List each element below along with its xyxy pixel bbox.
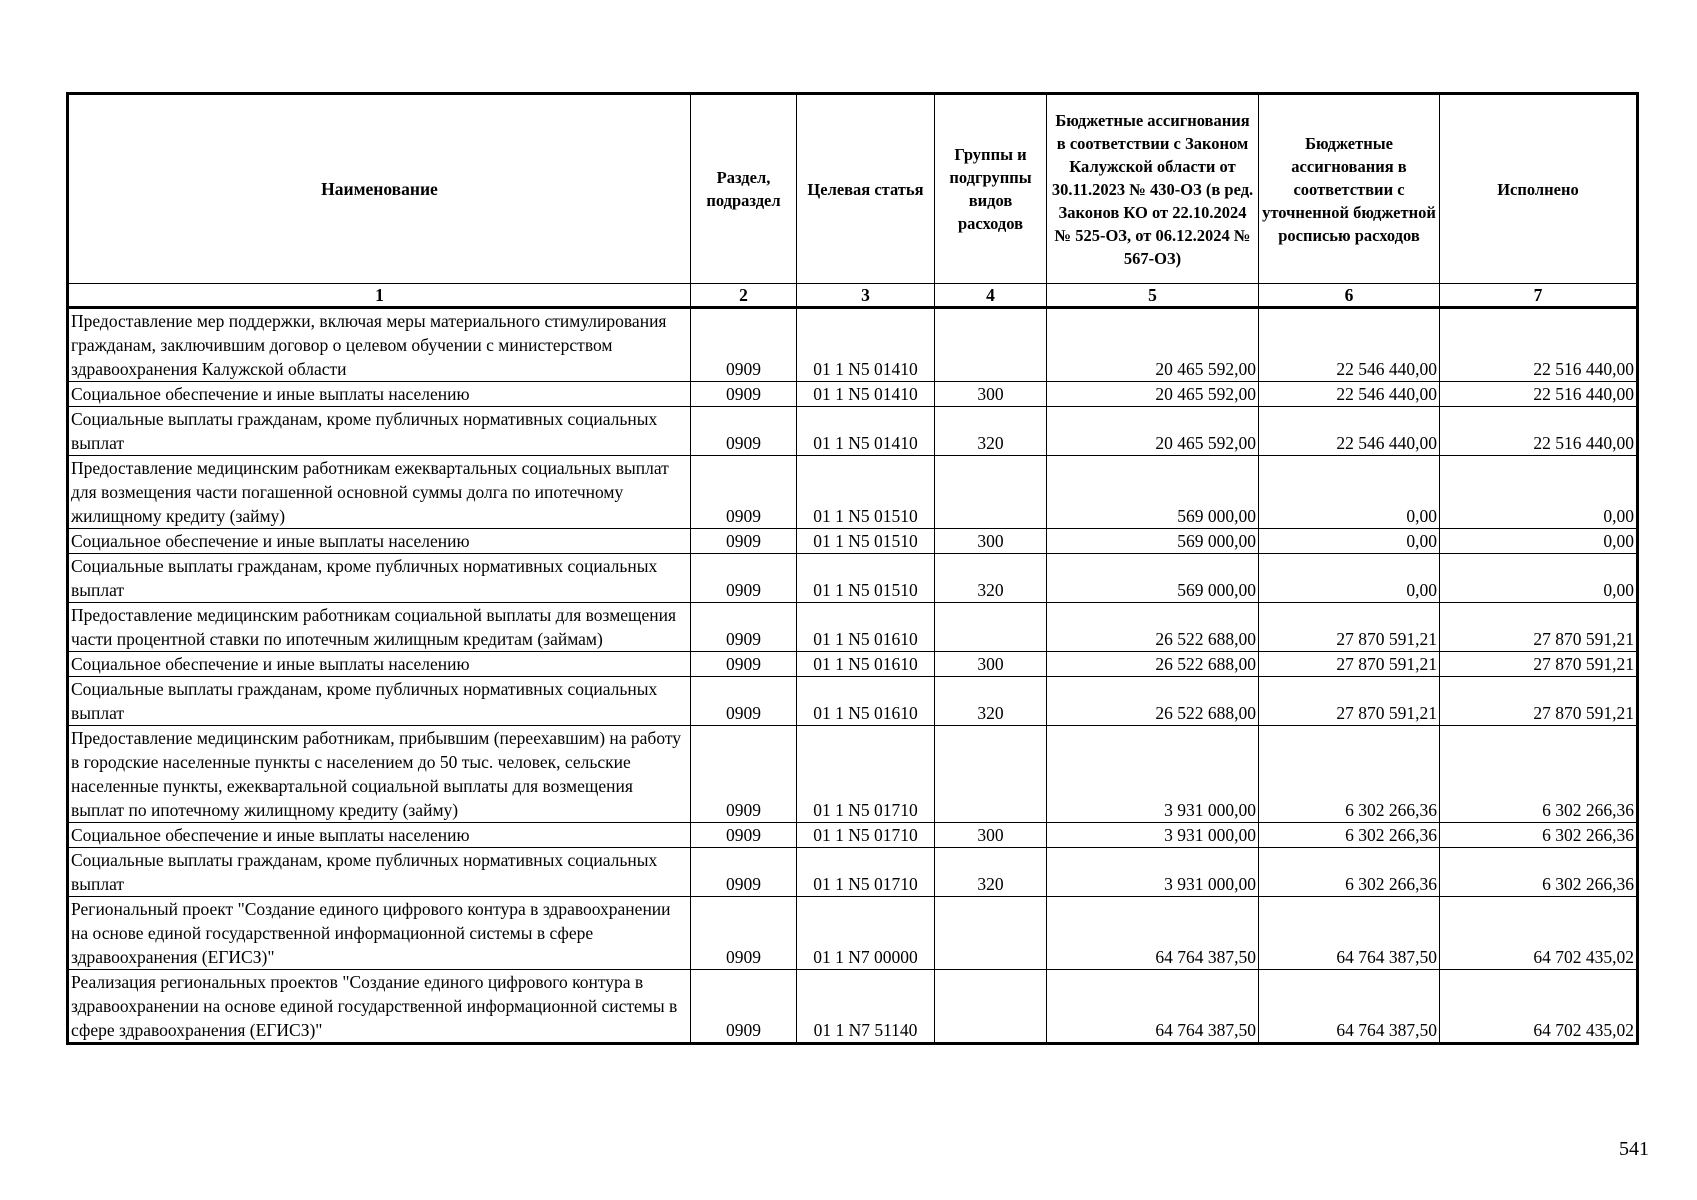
- header-name: Наименование: [68, 94, 691, 284]
- row-section: 0909: [691, 407, 797, 456]
- row-schedule-amount: 27 870 591,21: [1259, 603, 1440, 652]
- row-name: Социальные выплаты гражданам, кроме публичных нормативных социальных выплат: [68, 554, 691, 603]
- row-name: Социальное обеспечение и иные выплаты населению: [68, 652, 691, 677]
- row-expense-group: [935, 456, 1047, 529]
- row-target-article: 01 1 N7 00000: [797, 897, 935, 970]
- row-executed-amount: 64 702 435,02: [1440, 897, 1638, 970]
- row-executed-amount: 0,00: [1440, 554, 1638, 603]
- row-law-amount: 26 522 688,00: [1047, 652, 1259, 677]
- column-number: 5: [1047, 284, 1259, 308]
- row-expense-group: [935, 603, 1047, 652]
- row-section: 0909: [691, 848, 797, 897]
- row-name: Предоставление медицинским работникам ежеквартальных социальных выплат для возмещения части погашенной основной суммы долга по ипотечному жилищному кредиту (займу): [68, 456, 691, 529]
- table-row: [68, 652, 1638, 677]
- budget-table: [66, 92, 1639, 1045]
- table-row: [68, 407, 1638, 456]
- table-row: [68, 529, 1638, 554]
- row-name: Предоставление мер поддержки, включая меры материального стимулирования гражданам, заключившим договор о целевом обучении с министерством здравоохранения Калужской области: [68, 308, 691, 382]
- row-expense-group: 320: [935, 407, 1047, 456]
- row-name: Предоставление медицинским работникам социальной выплаты для возмещения части процентной ставки по ипотечным жилищным кредитам (займам): [68, 603, 691, 652]
- row-name: Региональный проект "Создание единого цифрового контура в здравоохранении на основе единой государственной информационной системы в сфере здравоохранения (ЕГИСЗ)": [68, 897, 691, 970]
- column-number: 6: [1259, 284, 1440, 308]
- row-schedule-amount: 22 546 440,00: [1259, 382, 1440, 407]
- page-number: 541: [1619, 1138, 1649, 1160]
- row-expense-group: 300: [935, 382, 1047, 407]
- row-executed-amount: 0,00: [1440, 529, 1638, 554]
- row-section: 0909: [691, 726, 797, 823]
- column-number: 4: [935, 284, 1047, 308]
- row-law-amount: 26 522 688,00: [1047, 677, 1259, 726]
- header-section: Раздел, подраздел: [691, 94, 797, 284]
- row-name: Социальные выплаты гражданам, кроме публичных нормативных социальных выплат: [68, 407, 691, 456]
- row-target-article: 01 1 N5 01710: [797, 823, 935, 848]
- row-executed-amount: 64 702 435,02: [1440, 970, 1638, 1044]
- row-name: Социальные выплаты гражданам, кроме публичных нормативных социальных выплат: [68, 848, 691, 897]
- row-executed-amount: 22 516 440,00: [1440, 382, 1638, 407]
- row-schedule-amount: 0,00: [1259, 554, 1440, 603]
- row-name: Социальное обеспечение и иные выплаты населению: [68, 529, 691, 554]
- row-executed-amount: 6 302 266,36: [1440, 848, 1638, 897]
- table-row: [68, 554, 1638, 603]
- row-target-article: 01 1 N5 01410: [797, 308, 935, 382]
- row-target-article: 01 1 N5 01410: [797, 407, 935, 456]
- row-section: 0909: [691, 897, 797, 970]
- row-section: 0909: [691, 308, 797, 382]
- table-row: [68, 456, 1638, 529]
- row-target-article: 01 1 N5 01710: [797, 726, 935, 823]
- row-expense-group: [935, 970, 1047, 1044]
- row-law-amount: 569 000,00: [1047, 529, 1259, 554]
- row-section: 0909: [691, 970, 797, 1044]
- column-number: 1: [68, 284, 691, 308]
- row-law-amount: 3 931 000,00: [1047, 726, 1259, 823]
- row-executed-amount: 27 870 591,21: [1440, 652, 1638, 677]
- row-name: Социальное обеспечение и иные выплаты населению: [68, 382, 691, 407]
- row-schedule-amount: 22 546 440,00: [1259, 308, 1440, 382]
- table-row: [68, 603, 1638, 652]
- table-row: [68, 308, 1638, 382]
- row-section: 0909: [691, 603, 797, 652]
- row-executed-amount: 0,00: [1440, 456, 1638, 529]
- row-law-amount: 64 764 387,50: [1047, 970, 1259, 1044]
- row-target-article: 01 1 N5 01410: [797, 382, 935, 407]
- row-expense-group: 300: [935, 529, 1047, 554]
- row-executed-amount: 22 516 440,00: [1440, 407, 1638, 456]
- row-executed-amount: 27 870 591,21: [1440, 677, 1638, 726]
- row-target-article: 01 1 N5 01610: [797, 677, 935, 726]
- row-target-article: 01 1 N5 01610: [797, 603, 935, 652]
- row-schedule-amount: 0,00: [1259, 529, 1440, 554]
- row-executed-amount: 6 302 266,36: [1440, 823, 1638, 848]
- row-expense-group: 320: [935, 554, 1047, 603]
- row-target-article: 01 1 N5 01510: [797, 456, 935, 529]
- row-expense-group: 320: [935, 848, 1047, 897]
- row-schedule-amount: 0,00: [1259, 456, 1440, 529]
- row-target-article: 01 1 N5 01610: [797, 652, 935, 677]
- row-section: 0909: [691, 652, 797, 677]
- row-name: Предоставление медицинским работникам, прибывшим (переехавшим) на работу в городские населенные пункты с населением до 50 тыс. человек, сельские населенные пункты, ежеквартальной социальной выплаты для возмещения выплат по ипотечному жилищному кредиту (займу): [68, 726, 691, 823]
- row-name: Социальные выплаты гражданам, кроме публичных нормативных социальных выплат: [68, 677, 691, 726]
- row-executed-amount: 22 516 440,00: [1440, 308, 1638, 382]
- table-row: [68, 382, 1638, 407]
- row-law-amount: 569 000,00: [1047, 456, 1259, 529]
- row-schedule-amount: 6 302 266,36: [1259, 823, 1440, 848]
- table-row: [68, 726, 1638, 823]
- row-section: 0909: [691, 554, 797, 603]
- row-section: 0909: [691, 677, 797, 726]
- table-row: [68, 897, 1638, 970]
- row-name: Социальное обеспечение и иные выплаты населению: [68, 823, 691, 848]
- row-schedule-amount: 22 546 440,00: [1259, 407, 1440, 456]
- row-target-article: 01 1 N5 01710: [797, 848, 935, 897]
- row-target-article: 01 1 N7 51140: [797, 970, 935, 1044]
- row-expense-group: [935, 726, 1047, 823]
- header-law-allocations: Бюджетные ассигнования в соответствии с Законом Калужской области от 30.11.2023 № 430-ОЗ (в ред. Законов КО от 22.10.2024 № 525-ОЗ, от 06.12.2024 № 567-ОЗ): [1047, 94, 1259, 284]
- row-law-amount: 3 931 000,00: [1047, 848, 1259, 897]
- row-expense-group: [935, 308, 1047, 382]
- row-schedule-amount: 6 302 266,36: [1259, 848, 1440, 897]
- row-name: Реализация региональных проектов "Создание единого цифрового контура в здравоохранении на основе единой государственной информационной системы в сфере здравоохранения (ЕГИСЗ)": [68, 970, 691, 1044]
- row-section: 0909: [691, 456, 797, 529]
- row-law-amount: 20 465 592,00: [1047, 382, 1259, 407]
- row-executed-amount: 27 870 591,21: [1440, 603, 1638, 652]
- header-row: [68, 94, 1638, 284]
- row-schedule-amount: 64 764 387,50: [1259, 970, 1440, 1044]
- row-law-amount: 569 000,00: [1047, 554, 1259, 603]
- row-law-amount: 26 522 688,00: [1047, 603, 1259, 652]
- row-law-amount: 64 764 387,50: [1047, 897, 1259, 970]
- column-number: 7: [1440, 284, 1638, 308]
- column-number: 2: [691, 284, 797, 308]
- header-executed: Исполнено: [1440, 94, 1638, 284]
- row-section: 0909: [691, 382, 797, 407]
- row-law-amount: 3 931 000,00: [1047, 823, 1259, 848]
- row-target-article: 01 1 N5 01510: [797, 554, 935, 603]
- row-section: 0909: [691, 823, 797, 848]
- table-row: [68, 848, 1638, 897]
- header-expense-groups: Группы и подгруппы видов расходов: [935, 94, 1047, 284]
- row-schedule-amount: 64 764 387,50: [1259, 897, 1440, 970]
- row-section: 0909: [691, 529, 797, 554]
- header-schedule-allocations: Бюджетные ассигнования в соответствии с уточненной бюджетной росписью расходов: [1259, 94, 1440, 284]
- row-expense-group: [935, 897, 1047, 970]
- row-executed-amount: 6 302 266,36: [1440, 726, 1638, 823]
- column-number: 3: [797, 284, 935, 308]
- row-schedule-amount: 27 870 591,21: [1259, 677, 1440, 726]
- column-number-row: [68, 284, 1638, 308]
- table-row: [68, 677, 1638, 726]
- row-target-article: 01 1 N5 01510: [797, 529, 935, 554]
- row-law-amount: 20 465 592,00: [1047, 308, 1259, 382]
- table-row: [68, 823, 1638, 848]
- row-expense-group: 300: [935, 652, 1047, 677]
- row-law-amount: 20 465 592,00: [1047, 407, 1259, 456]
- row-schedule-amount: 6 302 266,36: [1259, 726, 1440, 823]
- row-expense-group: 300: [935, 823, 1047, 848]
- header-target-article: Целевая статья: [797, 94, 935, 284]
- table-row: [68, 970, 1638, 1044]
- row-schedule-amount: 27 870 591,21: [1259, 652, 1440, 677]
- row-expense-group: 320: [935, 677, 1047, 726]
